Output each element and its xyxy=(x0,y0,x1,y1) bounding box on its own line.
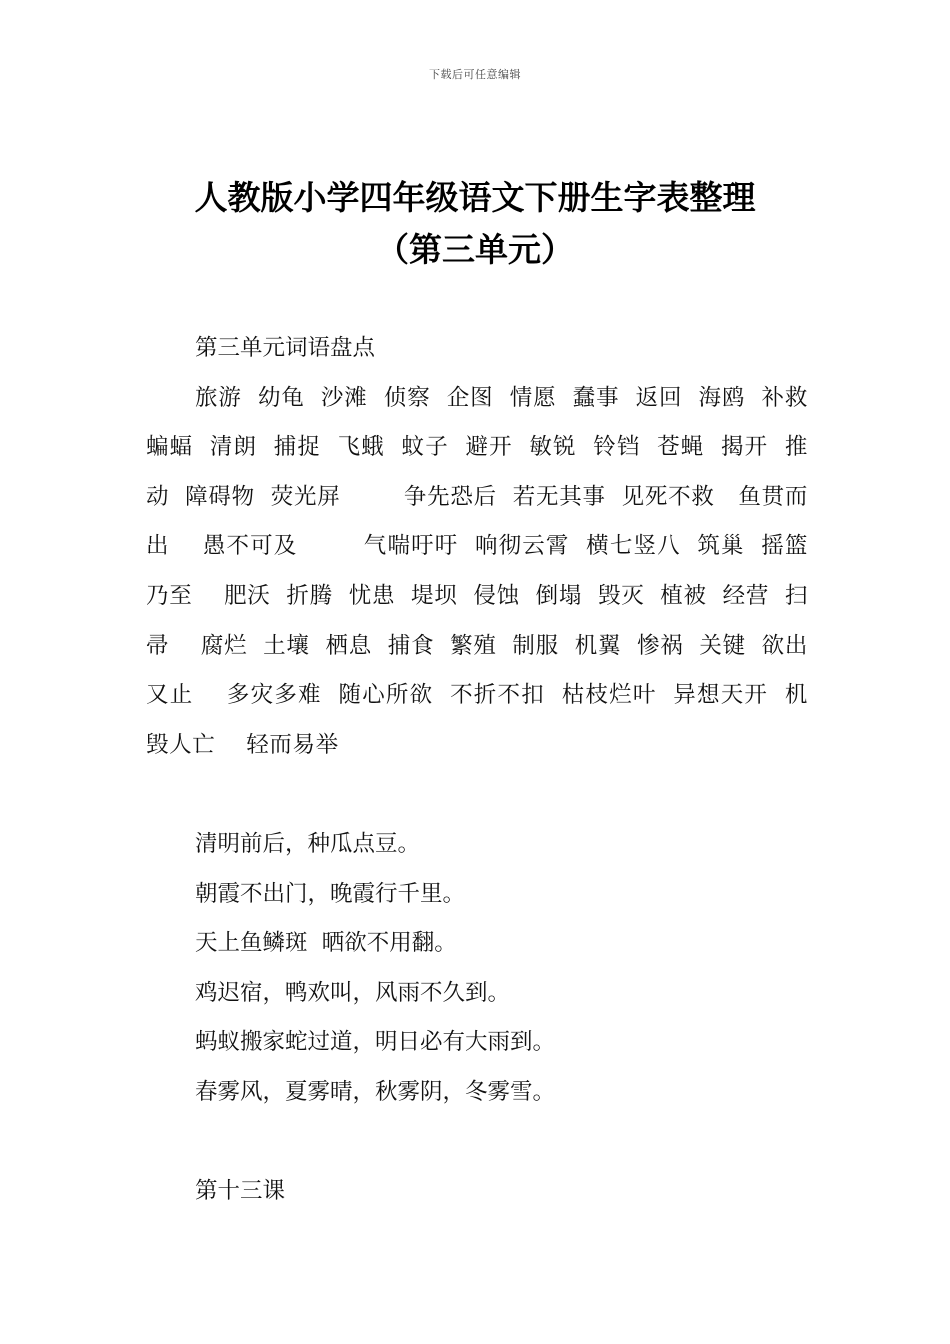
saying-item: 蚂蚁搬家蛇过道，明日必有大雨到。 xyxy=(195,1029,556,1056)
paragraph-spacer xyxy=(146,1118,808,1168)
saying-item: 天上鱼鳞斑 晒欲不用翻。 xyxy=(195,930,457,957)
paragraph-spacer xyxy=(146,770,808,820)
lesson-heading: 第十三课 xyxy=(195,1178,286,1205)
vocab-section-heading: 第三单元词语盘点 xyxy=(195,335,376,361)
saying-item: 春雾风，夏雾晴，秋雾阴，冬雾雪。 xyxy=(195,1078,556,1105)
document-body xyxy=(146,324,832,1217)
title-line-2: （第三单元） xyxy=(376,230,574,269)
sayings-list xyxy=(146,820,808,1118)
document-title xyxy=(0,172,950,276)
title-line-1: 人教版小学四年级语文下册生字表整理 xyxy=(194,178,756,217)
vocab-word-list: 旅游 幼龟 沙滩 侦察 企图 情愿 蠢事 返回 海鸥 补救 蝙蝠 清朗 捕捉 飞蛾 蚊子 避开 敏锐 铃铛 苍蝇 揭开 推动 障碍物 荧光屏 争先恐后 若无其事 见死不救 鱼贯而出 愚不可及 气喘吁吁 响彻云霄 横七竖八 筑巢 摇篮 乃至 肥沃 折腾 忧患 堤坝 侵蚀 倒塌 毁灭 植被 经营 扫帚 腐烂 土壤 栖息 捕食 繁殖 制服 机翼 惨祸 关键 欲出又止 多灾多难 随心所欲 不折不扣 枯枝烂叶 异想天开 机毁人亡 轻而易举 xyxy=(146,384,832,758)
saying-item: 清明前后，种瓜点豆。 xyxy=(195,830,421,857)
saying-item: 鸡迟宿，鸭欢叫，风雨不久到。 xyxy=(195,979,511,1006)
saying-item: 朝霞不出门，晚霞行千里。 xyxy=(195,880,466,907)
header-note: 下载后可任意编辑 xyxy=(429,68,521,81)
